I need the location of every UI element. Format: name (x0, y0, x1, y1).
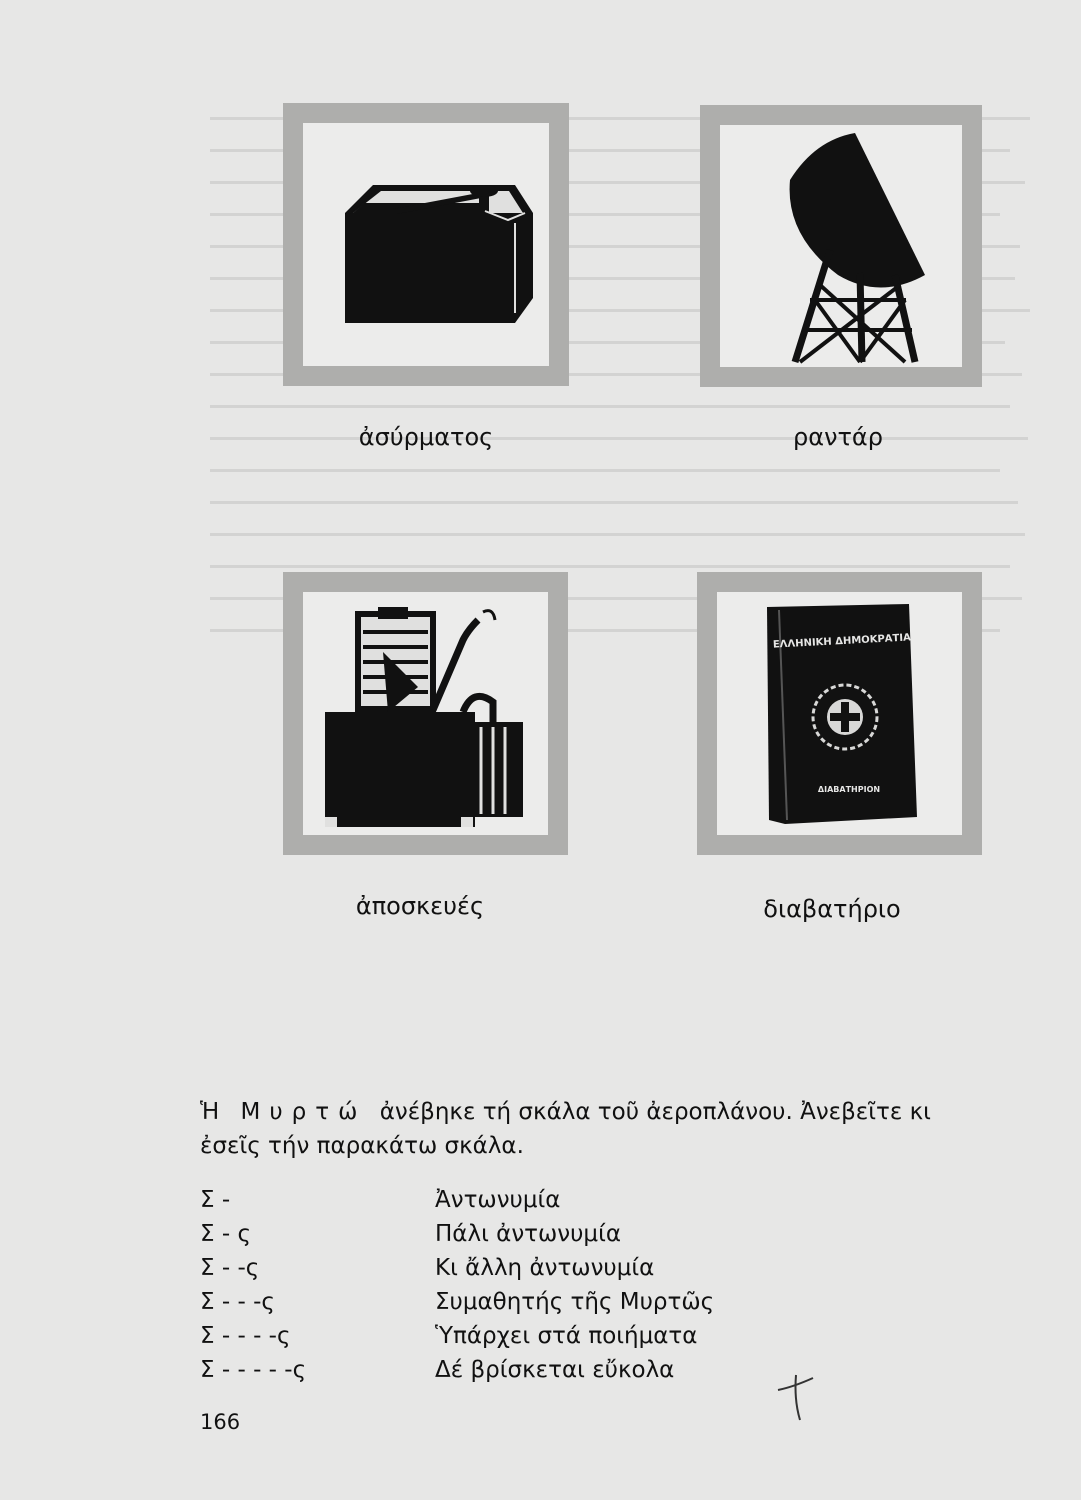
word-ladder (200, 1183, 714, 1387)
ladder-pattern: Σ - - - -ς (200, 1323, 291, 1349)
ladder-clue: Πάλι ἀντωνυμία (435, 1221, 622, 1247)
passport-icon (717, 592, 962, 835)
intro-line-2: ἐσεῖς τήν παρακάτω σκάλα. (200, 1133, 524, 1159)
radar-icon (720, 125, 962, 367)
intro-line-1 (200, 1095, 1050, 1129)
ladder-row (200, 1319, 714, 1353)
ladder-pattern: Σ - -ς (200, 1255, 260, 1281)
pen-mark-icon (768, 1370, 818, 1425)
ladder-clue: Ὑπάρχει στά ποιήματα (435, 1323, 698, 1349)
intro-text: ἀνέβηκε τή σκάλα τοῦ ἀεροπλάνου. Ἀνεβεῖτε κι (379, 1099, 931, 1125)
image-frame-radar (700, 105, 982, 387)
caption-radar: ραντάρ (793, 423, 883, 451)
image-frame-wireless (283, 103, 569, 386)
ladder-clue: Δέ βρίσκεται εὔκολα (435, 1357, 675, 1383)
exercise-intro (200, 1095, 1050, 1163)
intro-article: Ἡ (200, 1099, 220, 1125)
page-number: 166 (200, 1410, 241, 1434)
intro-name: Μυρτώ (240, 1099, 367, 1125)
ladder-clue: Ἀντωνυμία (435, 1187, 561, 1213)
ladder-row (200, 1183, 714, 1217)
passport-cover-subtitle: ΔΙΑΒΑΤΗΡΙΟΝ (817, 785, 881, 794)
caption-passport: διαβατήριο (763, 895, 901, 923)
ladder-clue: Συμαθητής τῆς Μυρτῶς (435, 1289, 715, 1315)
ladder-pattern: Σ - ς (200, 1221, 251, 1247)
ladder-row (200, 1217, 714, 1251)
ladder-pattern: Σ - - -ς (200, 1289, 275, 1315)
caption-wireless: ἀσύρματος (358, 423, 494, 451)
ladder-pattern: Σ - - - - -ς (200, 1357, 307, 1383)
caption-luggage: ἀποσκευές (355, 892, 485, 920)
luggage-icon (303, 592, 548, 835)
wireless-icon (303, 123, 549, 366)
ladder-row (200, 1285, 714, 1319)
ladder-clue: Κι ἄλλη ἀντωνυμία (435, 1255, 655, 1281)
ladder-row (200, 1353, 714, 1387)
image-frame-luggage (283, 572, 568, 855)
image-frame-passport (697, 572, 982, 855)
passport-cover-title: ΕΛΛΗΝΙΚΗ ΔΗΜΟΚΡΑΤΙΑ (772, 632, 912, 651)
ladder-pattern: Σ - (200, 1187, 231, 1213)
ladder-row (200, 1251, 714, 1285)
